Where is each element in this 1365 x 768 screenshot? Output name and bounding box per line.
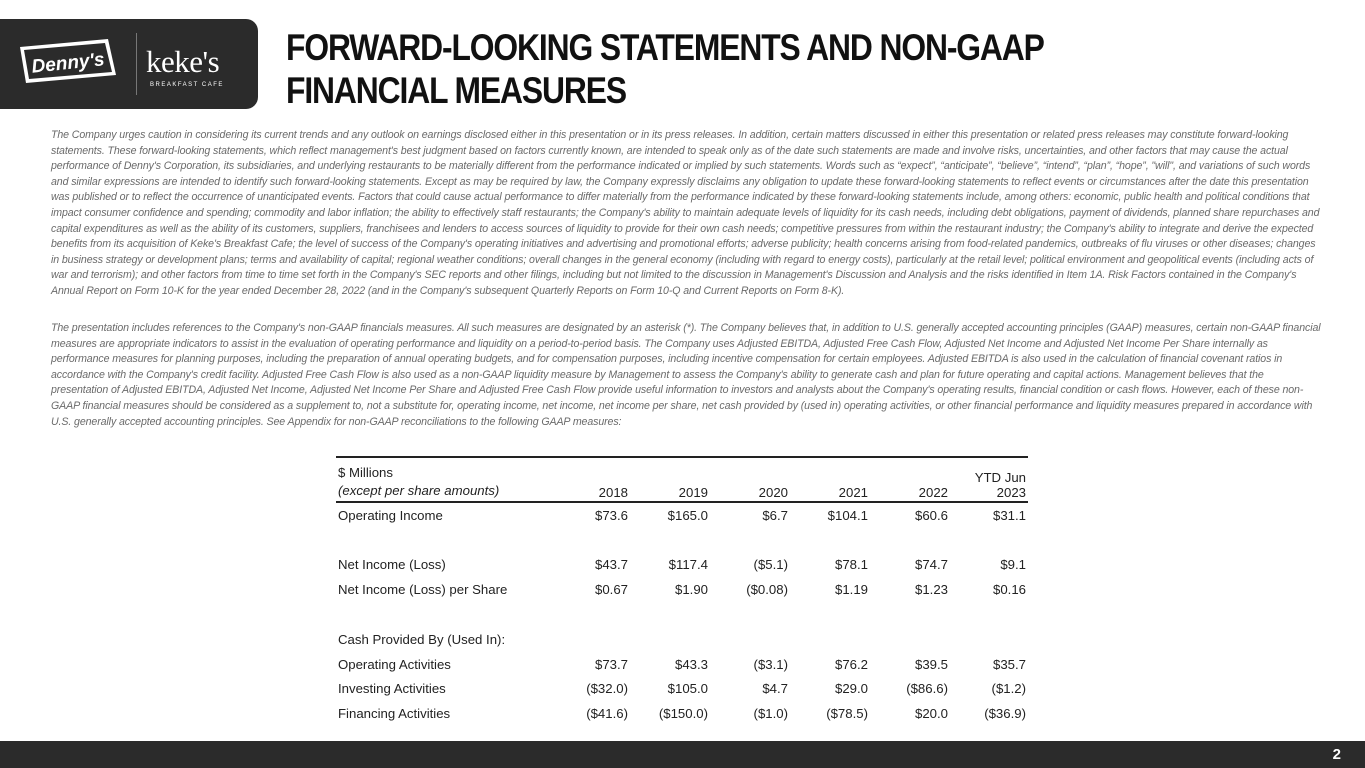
page-number: 2 [1332, 746, 1341, 763]
column-header: 2021 [790, 457, 870, 502]
table-cell: $1.19 [834, 582, 868, 598]
column-header: 2019 [630, 457, 710, 502]
table-cell: $4.7 [762, 681, 788, 697]
table-cell: ($150.0) [658, 706, 708, 722]
column-header: 2018 [564, 457, 630, 502]
table-header-label [336, 457, 564, 502]
financial-table [336, 456, 1028, 726]
table-cell: ($5.1) [753, 557, 788, 573]
kekes-logo: keke's [146, 44, 220, 79]
table-header-row [336, 457, 1028, 502]
forward-looking-paragraph: The Company urges caution in considering its current trends and any outlook on earnings disclosed either in this presentation or in its press releases. In addition, certain matters discussed in either this presentation or related press releases may constitute forward-looking statements. These forward-looking statements, which reflect management's best judgment based on factors currently known, are intended to speak only as of the date such statements are made and involve risks, uncertainties, and other factors that may cause the actual performance of Denny's Corporation, its subsidiaries, and underlying restaurants to be materially different from the performance indicated or implied by such statements. Words such as “expect”, “anticipate”, “believe”, “intend”, “plan”, “hope”, "will", and variations of such words and similar expressions are intended to identify such forward-looking statements. Except as may be required by law, the Company expressly disclaims any obligation to update these forward-looking statements to reflect events or circumstances after the date this presentation was published or to reflect the occurrence of unanticipated events. Factors that could cause actual performance to differ materially from the performance indicated by these forward-looking statements include, among others: economic, public health and political conditions that impact consumer confidence and spending; commodity and labor inflation; the ability to effectively staff restaurants; the Company's ability to maintain adequate levels of liquidity for its cash needs, including debt obligations, payment of dividends, planned share repurchases and capital expenditures as well as the ability of its customers, suppliers, franchisees and lenders to access sources of liquidity to provide for their own cash needs; competitive pressures from within the restaurant industry; the Company's ability to integrate and derive the expected benefits from its acquisition of Keke's Breakfast Cafe; the level of success of the Company's operating initiatives and advertising and promotional efforts; adverse publicity; health concerns arising from food-related pandemics, outbreaks of flu viruses or other diseases; changes in business strategy or development plans; terms and availability of capital; regional weather conditions; overall changes in the general economy (including with regard to energy costs), particularly at the retail level; political environment and geopolitical events (including acts of war and terrorism); and other factors from time to time set forth in the Company's SEC reports and other filings, including but not limited to the discussion in Management's Discussion and Analysis and the risks identified in Item 1A. Risk Factors contained in the Company's Annual Report on Form 10-K for the year ended December 28, 2022 (and in the Company's subsequent Quarterly Reports on Form 10-Q and Current Reports on Form 8-K). [51, 129, 1320, 297]
table-cell: $9.1 [1000, 557, 1026, 573]
table-cell: $76.2 [834, 656, 868, 672]
table-cell: $20.0 [914, 706, 948, 722]
table-cell: ($41.6) [586, 706, 628, 722]
column-header: 2022 [870, 457, 950, 502]
table-cell: $29.0 [834, 681, 868, 697]
table-row [336, 577, 1028, 602]
table-cell: ($78.5) [826, 706, 868, 722]
table-row [336, 553, 1028, 578]
dennys-logo [16, 37, 120, 87]
dennys-logo-text: Denny's [30, 49, 106, 78]
table-cell: ($0.08) [746, 582, 788, 598]
table-header-units: $ Millions [338, 465, 393, 480]
table-cell: $35.7 [992, 656, 1026, 672]
table-header-units-note: (except per share amounts) [338, 483, 500, 498]
table-cell: $104.1 [827, 507, 868, 523]
table-cell: ($3.1) [753, 656, 788, 672]
kekes-logo-tagline: BREAKFAST CAFE [150, 82, 224, 88]
table-row [336, 701, 1028, 726]
table-spacer-row [336, 602, 1028, 627]
table-cell: $74.7 [914, 557, 948, 573]
row-label: Operating Income [338, 507, 443, 523]
table-cell: $6.7 [762, 507, 788, 523]
table-section-row [336, 627, 1028, 652]
table-cell: $78.1 [834, 557, 868, 573]
logo-bar [0, 19, 258, 109]
table-row [336, 677, 1028, 702]
table-cell: $165.0 [667, 507, 708, 523]
table-cell: $0.67 [594, 582, 628, 598]
table-cell: $0.16 [992, 582, 1026, 598]
page-title: FORWARD-LOOKING STATEMENTS AND NON-GAAP FINANCIAL MEASURES [286, 27, 1044, 111]
table-spacer-row [336, 528, 1028, 553]
table-cell: $1.90 [674, 582, 708, 598]
table-cell: $31.1 [992, 507, 1026, 523]
logo-divider [136, 33, 137, 95]
table-cell: ($1.2) [991, 681, 1026, 697]
section-label: Cash Provided By (Used In): [338, 631, 506, 647]
column-header: 2020 [710, 457, 790, 502]
row-label: Net Income (Loss) per Share [338, 582, 508, 598]
row-label: Net Income (Loss) [338, 557, 446, 573]
table-cell: ($86.6) [906, 681, 948, 697]
table-cell: $105.0 [667, 681, 708, 697]
row-label: Investing Activities [338, 681, 446, 697]
column-header: YTD Jun 2023 [950, 457, 1028, 502]
table-cell: ($1.0) [753, 706, 788, 722]
table-cell: $43.3 [674, 656, 708, 672]
table-cell: $1.23 [914, 582, 948, 598]
table-cell: $60.6 [914, 507, 948, 523]
table-cell: $73.7 [594, 656, 628, 672]
row-label: Financing Activities [338, 706, 451, 722]
table-cell: $39.5 [914, 656, 948, 672]
table-cell: ($32.0) [586, 681, 628, 697]
table-cell: ($36.9) [984, 706, 1026, 722]
non-gaap-paragraph: The presentation includes references to the Company's non-GAAP financials measures. All such measures are designated by an asterisk (*). The Company believes that, in addition to U.S. generally accepted accounting principles (GAAP) measures, certain non-GAAP financial measures are appropriate indicators to assist in the evaluation of operating performance and liquidity on a period-to-period basis. The Company uses Adjusted EBITDA, Adjusted Free Cash Flow, Adjusted Net Income and Adjusted Net Income Per Share internally as performance measures for planning purposes, including the preparation of annual operating budgets, and for compensation purposes, including incentive compensation for certain employees. Adjusted EBITDA is also used in the calculation of financial covenant ratios in accordance with the Company's credit facility. Adjusted Free Cash Flow is also used as a non-GAAP liquidity measure by Management to assess the Company's ability to generate cash and plan for future operating and capital actions. Management believes that the presentation of Adjusted EBITDA, Adjusted Net Income, Adjusted Net Income Per Share and Adjusted Free Cash Flow provide useful information to investors and analysts about the Company's operating results, financial condition or cash flows. However, each of these non-GAAP financial measures should be considered as a supplement to, not a substitute for, operating income, net income, net income per share, net cash provided by (used in) operating activities, or other financial performance and liquidity measures prepared in accordance with U.S. generally accepted accounting principles. See Appendix for non-GAAP reconciliations to the following GAAP measures: [51, 322, 1321, 428]
footer-bar [0, 741, 1365, 768]
table-row [336, 652, 1028, 677]
table-cell: $117.4 [668, 557, 708, 573]
table-cell: $73.6 [594, 507, 628, 523]
table-row [336, 502, 1028, 528]
table-cell: $43.7 [594, 557, 628, 573]
row-label: Operating Activities [338, 656, 451, 672]
